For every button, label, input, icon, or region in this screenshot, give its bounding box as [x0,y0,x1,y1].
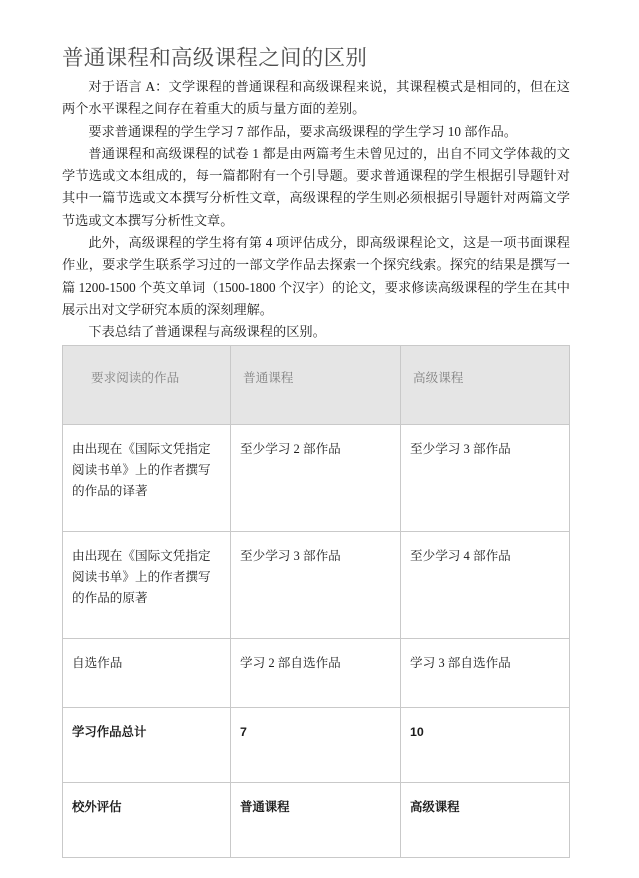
table-header-cell-higher: 高级课程 [401,346,570,425]
table-row-external-assessment [63,783,570,858]
table-row [63,532,570,639]
table-cell: 至少学习 3 部作品 [231,532,401,639]
table-row [63,639,570,708]
paragraph-1: 对于语言 A：文学课程的普通课程和高级课程来说，其课程模式是相同的，但在这两个水平课程之间存在着重大的质与量方面的差别。 [62,79,570,117]
table-cell: 学习 3 部自选作品 [401,639,570,708]
table-cell: 7 [231,708,401,783]
table-header-row [63,346,570,425]
table-cell: 自选作品 [63,639,231,708]
paragraph-2: 要求普通课程的学生学习 7 部作品，要求高级课程的学生学习 10 部作品。 [88,123,517,139]
table-cell: 高级课程 [401,783,570,858]
table-body [63,425,570,858]
table-cell: 10 [401,708,570,783]
table-cell: 由出现在《国际文凭指定阅读书单》上的作者撰写的作品的译著 [63,425,231,532]
table-cell: 至少学习 2 部作品 [231,425,401,532]
paragraph-4: 此外，高级课程的学生将有第 4 项评估成分，即高级课程论文，这是一项书面课程作业，要求学生联系学习过的一部文学作品去探索一个探究线索。探究的结果是撰写一篇 1200-1500 个英文单词（1500-1800 个汉字）的论文，要求修读高级课程的学生在其中展示出对文学研究本质的深刻理解。 [62,235,570,317]
table-row [63,425,570,532]
table-row-total [63,708,570,783]
page-title: 普通课程和高级课程之间的区别 [62,46,368,71]
table-header [63,346,570,425]
table-cell: 由出现在《国际文凭指定阅读书单》上的作者撰写的作品的原著 [63,532,231,639]
table-cell: 至少学习 4 部作品 [401,532,570,639]
paragraph-3: 普通课程和高级课程的试卷 1 都是由两篇考生未曾见过的，出自不同文学体裁的文学节选或文本组成的，每一篇都附有一个引导题。要求普通课程的学生根据引导题针对其中一篇节选或文本撰写分析性文章，高级课程的学生则必须根据引导题针对两篇文学节选或文本撰写分析性文章。 [62,145,570,228]
table-cell: 学习作品总计 [63,708,231,783]
table-cell: 校外评估 [63,783,231,858]
course-comparison-table [62,345,570,858]
table-cell: 学习 2 部自选作品 [231,639,401,708]
table-header-cell-standard: 普通课程 [231,346,401,425]
paragraph-5: 下表总结了普通课程与高级课程的区别。 [88,324,326,340]
table-header-cell-works: 要求阅读的作品 [63,346,231,425]
table-cell: 普通课程 [231,783,401,858]
document-body [62,76,570,344]
table-cell: 至少学习 3 部作品 [401,425,570,532]
